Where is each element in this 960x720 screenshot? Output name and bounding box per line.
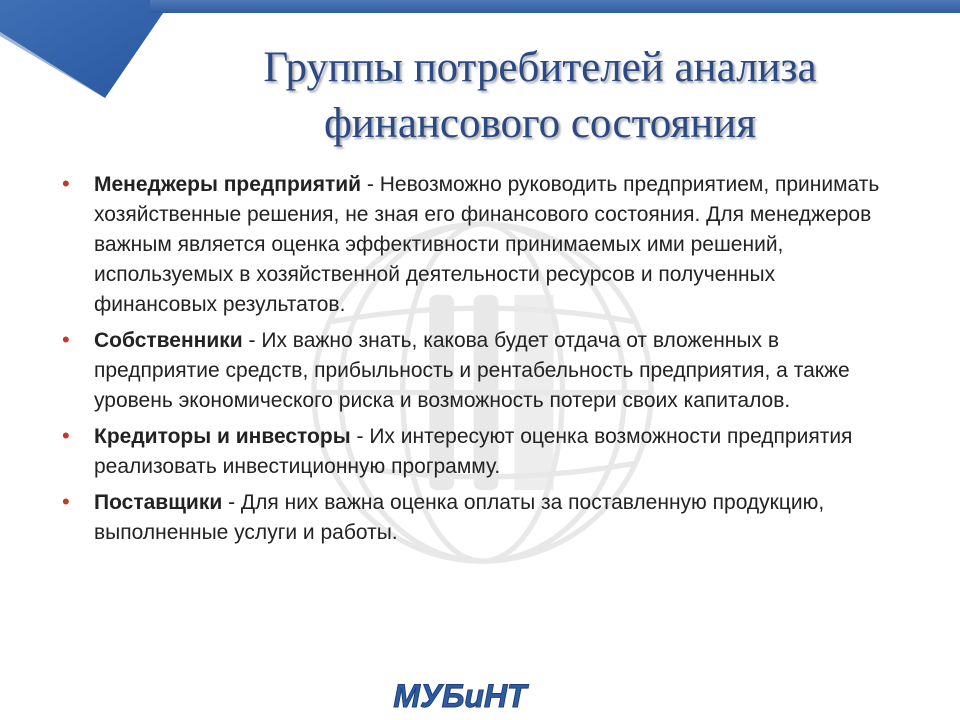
- bullet-dot-icon: •: [62, 171, 70, 196]
- corner-decoration: [0, 0, 175, 100]
- title-line-2: финансового состояния: [323, 100, 757, 147]
- top-band: [150, 0, 960, 13]
- bullet-term: Кредиторы и инвесторы: [94, 425, 351, 448]
- bullet-item-suppliers: [62, 488, 902, 548]
- bullet-separator: -: [242, 329, 262, 352]
- bullet-text: Их интересуют оценка возможности предприятия реализовать инвестиционную программу.: [94, 425, 853, 478]
- bullet-list: [62, 170, 902, 554]
- bullet-term: Менеджеры предприятий: [94, 173, 362, 196]
- bullet-dot-icon: •: [62, 327, 70, 352]
- slide-title: [200, 40, 880, 152]
- bullet-item-creditors: [62, 422, 902, 482]
- bullet-dot-icon: •: [62, 489, 70, 514]
- bullet-item-managers: [62, 170, 902, 320]
- logo-text: МУБиНТ: [393, 678, 527, 714]
- bullet-term: Поставщики: [94, 491, 223, 514]
- bullet-text: Их важно знать, какова будет отдача от вложенных в предприятие средств, прибыльность и рентабельность предприятия, а также уровень экономического риска и возможность потери своих капиталов.: [94, 329, 850, 412]
- title-line-1: Группы потребителей анализа: [263, 44, 817, 91]
- bullet-separator: -: [222, 491, 241, 514]
- bullet-text: Невозможно руководить предприятием, принимать хозяйственные решения, не зная его финансового состояния. Для менеджеров важным является оценка эффективности принимаемых ими решений, используемых в хозяйственной деятельности ресурсов и полученных финансовых результатов.: [94, 173, 880, 316]
- bullet-text: Для них важна оценка оплаты за поставленную продукцию, выполненные услуги и работы.: [94, 491, 825, 544]
- bullet-term: Собственники: [94, 329, 243, 352]
- bullet-item-owners: [62, 326, 902, 416]
- mubint-logo: [375, 676, 545, 714]
- bullet-separator: -: [350, 425, 370, 448]
- bullet-dot-icon: •: [62, 423, 70, 448]
- bullet-separator: -: [361, 173, 380, 196]
